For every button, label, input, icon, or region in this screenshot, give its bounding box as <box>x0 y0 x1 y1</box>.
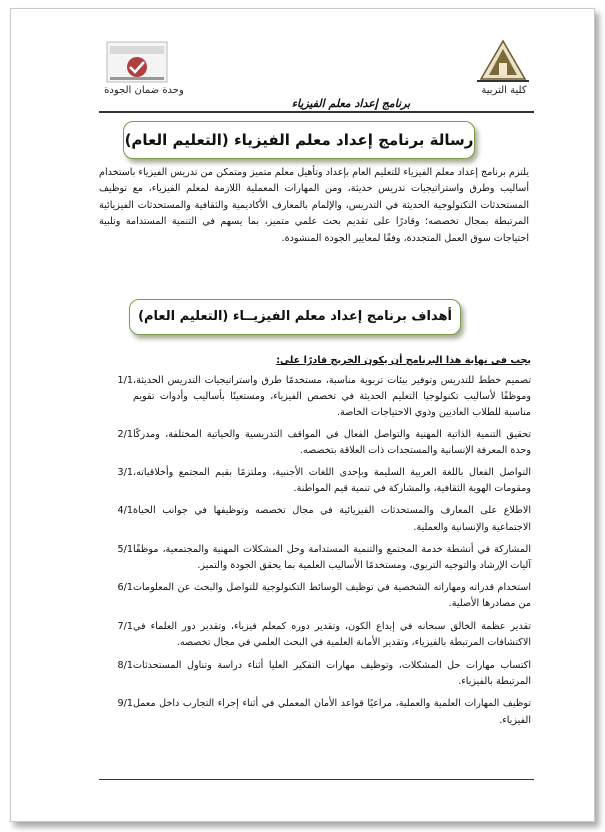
mission-text: يلتزم برنامج إعداد معلم الفيزياء للتعليم العام بإعداد وتأهيل معلم متميز ومتمكن من تدريس الفيزياء باستخدام أساليب وطرق واستراتيجيات تدريس حديثة، ومن المهارات المعملية اللازمة لمعلم الفيزياء، مع توظيف المستحدثات التكنولوجية الحديثة في التدريس، والإلمام بالمعارف الأكاديمية والثقافية والمستحدثات الفيزيائية المرتبطة بمجال تخصصه؛ وقادرًا على تقديم بحث علمي متميز، بما يسهم في التنمية المستدامة وتلبية احتياجات سوق العمل المتجددة، وفقًا لمعايير الجودة المنشودة. <box>99 167 529 244</box>
goal-text: توظيف المهارات العلمية والعملية، مراعيًا قواعد الأمان المعملي في أثناء إجراء التجارب داخل معمل الفيزياء. <box>133 698 531 726</box>
goal-text: استخدام قدراته ومهاراته الشخصية في توظيف الوسائط التكنولوجية للتواصل والبحث عن المعلومات من مصادرها الأصلية. <box>133 582 531 610</box>
goal-text: المشاركة في أنشطة خدمة المجتمع والتنمية المستدامة وحل المشكلات المهنية والمجتمعية، موظفًا آليات الإرشاد والتوجيه التربوي، ومستخدمًا الأساليب العلمية بما يحقق الجودة والتميز. <box>133 543 531 572</box>
goal-text: اكتساب مهارات حل المشكلات، وتوظيف مهارات التفكير العليا أثناء دراسة وتناول المستحدثات المرتبطة بالفيزياء. <box>133 660 531 688</box>
goal-text: تحقيق التنمية الذاتية المهنية والتواصل الفعال في المواقف التدريسية والحياتية المختلفة، ومدركًا وحدة المعرفة الإنسانية والمستجدات ذات العلاقة بتخصصه. <box>133 428 531 456</box>
document-page <box>10 8 595 822</box>
goals-intro: يجب في نهاية هذا البرنامج أن يكون الخريج قادرًا على: <box>276 355 531 366</box>
goal-text: التواصل الفعال باللغة العربية السليمة وبإحدى اللغات الأجنبية، وملتزمًا بقيم المجتمع وأخلاقياته، ومقومات الهوية الثقافية، والمشاركة في تنمية قيم المواطنة. <box>133 467 531 495</box>
mission-title: رسالة برنامج إعداد معلم الفيزياء (التعليم العام) <box>124 131 474 149</box>
goal-number: 4/1 <box>117 505 133 517</box>
goal-item <box>99 580 531 612</box>
mission-title-box <box>123 121 475 159</box>
goal-number: 3/1 <box>117 467 133 479</box>
goal-text: الاطلاع على المعارف والمستحدثات الفيزيائية في مجال تخصصه وتوظيفها في جوانب الحياة الاجتماعية والإنسانية والعملية. <box>133 505 531 533</box>
goal-item <box>99 542 531 574</box>
goal-item <box>99 658 531 690</box>
quality-assurance-logo <box>106 41 168 83</box>
goal-number: 7/1 <box>117 620 133 632</box>
goal-number: 8/1 <box>117 660 133 672</box>
quality-unit-label: وحدة ضمان الجودة <box>104 85 184 96</box>
goal-text: تقدير عظمة الخالق سبحانه في إبداع الكون، وتقدير دوره كمعلم فيزياء، وتقدير دور العلماء في الاكتشافات المرتبطة بالفيزياء، وتقدير الأمانة العلمية في البحث العلمي في مجال تخصصه. <box>133 620 531 648</box>
goal-number: 6/1 <box>117 582 133 594</box>
goals-title-box <box>129 299 461 335</box>
goal-item <box>99 696 531 728</box>
goal-item <box>99 619 531 651</box>
goal-text: تصميم خطط للتدريس وتوفير بيئات تربوية مناسبة، مستخدمًا طرق واستراتيجيات التدريس الحديثة، وموظفًا لأساليب تكنولوجيا التعليم الحديثة في تخصص الفيزياء، ومستعينًا بأساليب وأدوات تقويم مناسبة للطلاب العاديين وذوي الاحتياجات الخاصة. <box>133 375 531 419</box>
goal-item <box>99 465 531 497</box>
goal-item <box>99 503 531 535</box>
goal-number: 9/1 <box>117 698 133 710</box>
goal-item <box>99 427 531 459</box>
program-header-title: برنامج إعداد معلم الفيزياء <box>291 97 411 110</box>
college-label: كلية التربية <box>481 85 527 96</box>
header-divider <box>99 111 534 113</box>
goal-number: 5/1 <box>117 543 133 555</box>
goal-item <box>99 373 531 422</box>
goals-list <box>99 373 531 729</box>
college-logo <box>473 39 533 85</box>
footer-divider <box>99 779 534 780</box>
goal-number: 1/1 <box>117 375 133 386</box>
page-header <box>11 9 594 109</box>
goals-title: أهداف برنامج إعداد معلم الفيزيــاء (التعليم العام) <box>138 309 452 324</box>
goal-number: 2/1 <box>117 428 133 440</box>
